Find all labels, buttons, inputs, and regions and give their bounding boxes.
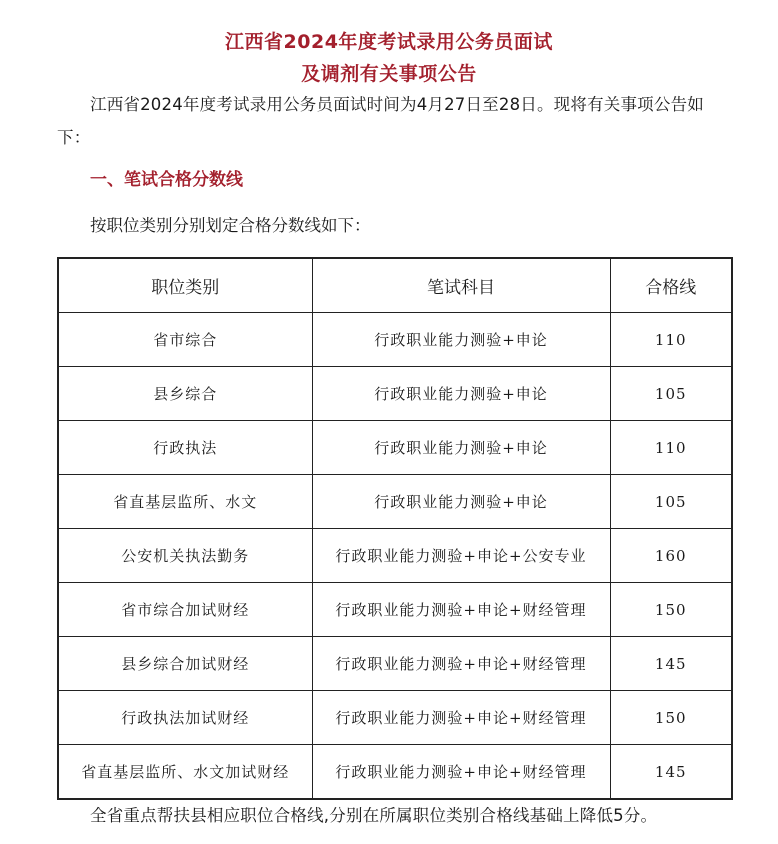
cell-passing-score: 145 bbox=[610, 637, 732, 691]
cell-position-category: 省市综合 bbox=[58, 313, 312, 367]
cell-position-category: 县乡综合 bbox=[58, 367, 312, 421]
intro-paragraph: 江西省2024年度考试录用公务员面试时间为4月27日至28日。现将有关事项公告如下： bbox=[57, 95, 704, 147]
table-row bbox=[58, 367, 732, 421]
cell-passing-score: 105 bbox=[610, 367, 732, 421]
cell-passing-score: 150 bbox=[610, 691, 732, 745]
cell-passing-score: 150 bbox=[610, 583, 732, 637]
table-row bbox=[58, 421, 732, 475]
cell-passing-score: 110 bbox=[610, 313, 732, 367]
cell-exam-subjects: 行政职业能力测验+申论+财经管理 bbox=[312, 583, 610, 637]
cell-exam-subjects: 行政职业能力测验+申论+财经管理 bbox=[312, 745, 610, 800]
table-intro-text: 按职位类别分别划定合格分数线如下： bbox=[90, 216, 371, 235]
score-table bbox=[57, 257, 733, 800]
table-row bbox=[58, 313, 732, 367]
cell-position-category: 县乡综合加试财经 bbox=[58, 637, 312, 691]
table-row bbox=[58, 637, 732, 691]
table-row bbox=[58, 745, 732, 800]
header-position-category: 职位类别 bbox=[58, 258, 312, 313]
cell-position-category: 省直基层监所、水文加试财经 bbox=[58, 745, 312, 800]
cell-position-category: 省直基层监所、水文 bbox=[58, 475, 312, 529]
section-heading: 一、笔试合格分数线 bbox=[90, 170, 243, 190]
cell-position-category: 公安机关执法勤务 bbox=[58, 529, 312, 583]
cell-position-category: 省市综合加试财经 bbox=[58, 583, 312, 637]
footnote: 全省重点帮扶县相应职位合格线,分别在所属职位类别合格线基础上降低5分。 bbox=[90, 806, 658, 825]
document-title-line-2: 及调剂有关事项公告 bbox=[301, 63, 477, 85]
cell-passing-score: 145 bbox=[610, 745, 732, 800]
cell-passing-score: 110 bbox=[610, 421, 732, 475]
table-row bbox=[58, 583, 732, 637]
document-title-line-1: 江西省2024年度考试录用公务员面试 bbox=[225, 31, 553, 53]
cell-exam-subjects: 行政职业能力测验+申论+财经管理 bbox=[312, 691, 610, 745]
cell-passing-score: 105 bbox=[610, 475, 732, 529]
table-row bbox=[58, 529, 732, 583]
cell-position-category: 行政执法 bbox=[58, 421, 312, 475]
cell-exam-subjects: 行政职业能力测验+申论+公安专业 bbox=[312, 529, 610, 583]
header-exam-subjects: 笔试科目 bbox=[312, 258, 610, 313]
cell-passing-score: 160 bbox=[610, 529, 732, 583]
cell-position-category: 行政执法加试财经 bbox=[58, 691, 312, 745]
cell-exam-subjects: 行政职业能力测验+申论 bbox=[312, 367, 610, 421]
cell-exam-subjects: 行政职业能力测验+申论 bbox=[312, 313, 610, 367]
cell-exam-subjects: 行政职业能力测验+申论 bbox=[312, 475, 610, 529]
table-row bbox=[58, 475, 732, 529]
header-passing-score: 合格线 bbox=[610, 258, 732, 313]
cell-exam-subjects: 行政职业能力测验+申论 bbox=[312, 421, 610, 475]
cell-exam-subjects: 行政职业能力测验+申论+财经管理 bbox=[312, 637, 610, 691]
table-row bbox=[58, 691, 732, 745]
table-header-row bbox=[58, 258, 732, 313]
